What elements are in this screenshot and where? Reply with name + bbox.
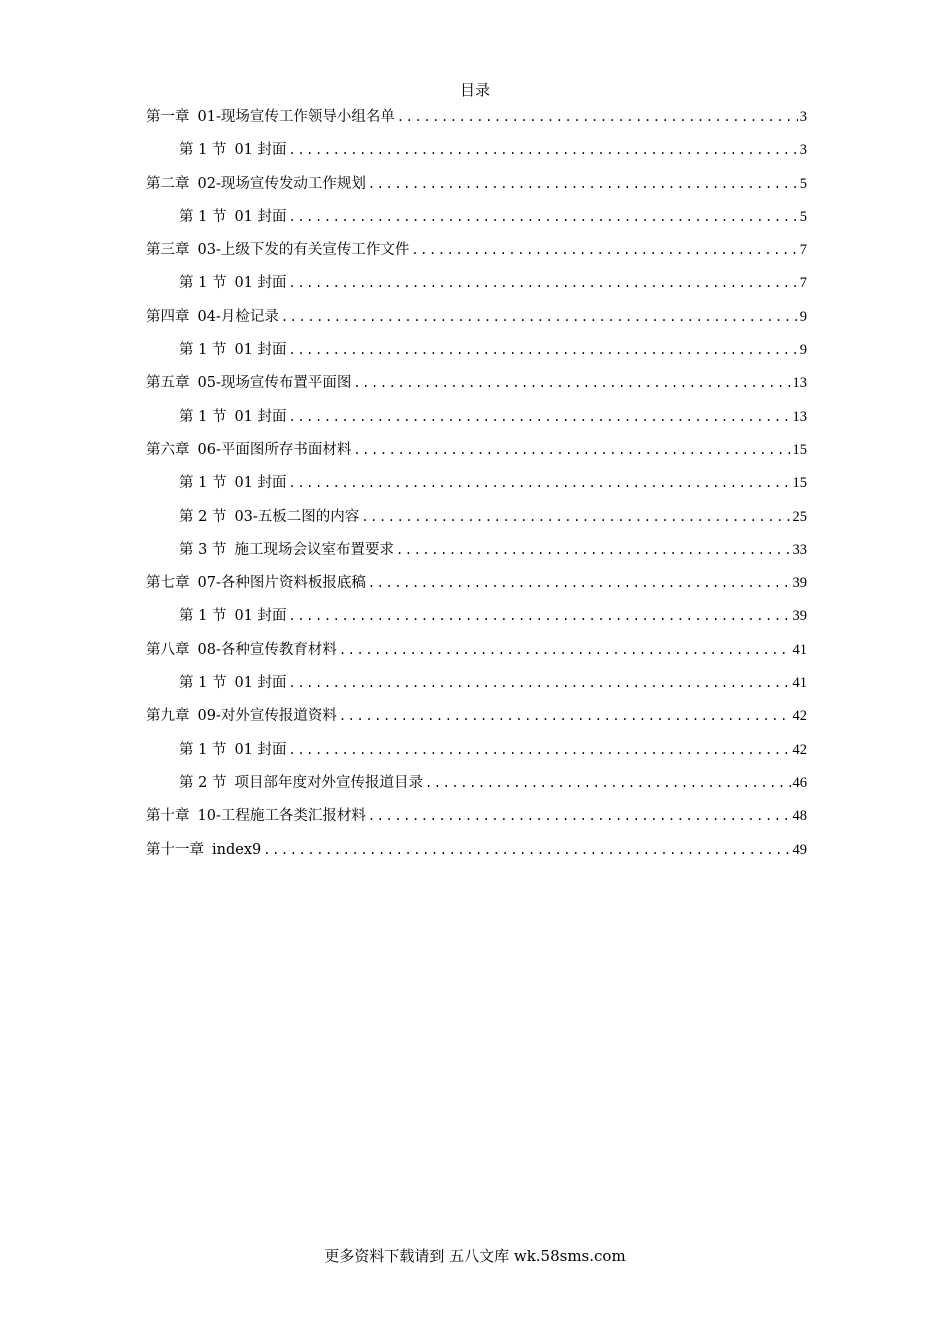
toc-entry-number: 第 2 节 [179,774,227,791]
toc-page-number: 9 [799,308,807,325]
toc-section-entry[interactable] [146,772,807,805]
toc-entry-label [146,106,395,128]
toc-entry-number: 第 3 节 [179,541,227,558]
toc-entry-number: 第 1 节 [179,275,227,292]
toc-entry-title: 05-现场宣传布置平面图 [197,375,352,392]
toc-page-number: 13 [792,408,807,425]
toc-entry-number: 第七章 [146,575,190,592]
toc-section-entry[interactable] [146,272,807,305]
toc-page-number: 9 [799,342,807,359]
toc-entry-label [146,805,366,827]
toc-dot-leader [361,506,790,528]
toc-entry-label [179,506,359,528]
toc-entry-title: 施工现场会议室布置要求 [234,541,394,558]
toc-entry-label [179,272,287,294]
toc-entry-label [179,339,287,361]
toc-section-entry[interactable] [146,739,807,772]
toc-entry-label [146,173,366,195]
toc-chapter-entry[interactable] [146,572,807,605]
toc-entry-title: 01 封面 [234,142,287,159]
toc-dot-leader [263,839,790,861]
toc-entry-title: 01 封面 [234,275,287,292]
toc-entry-number: 第一章 [146,109,190,125]
toc-dot-leader [353,372,790,394]
toc-dot-leader [353,439,790,461]
toc-page-number: 46 [792,774,807,791]
toc-dot-leader [396,539,791,561]
toc-section-entry[interactable] [146,339,807,372]
toc-entry-number: 第四章 [146,308,190,325]
toc-entry-label [146,239,409,261]
toc-entry-title: 01 封面 [234,475,287,492]
toc-entry-number: 第八章 [146,641,190,658]
toc-entry-number: 第九章 [146,708,190,725]
toc-dot-leader [368,805,791,827]
toc-chapter-entry[interactable] [146,372,807,405]
toc-page-number: 5 [799,208,807,225]
toc-entry-label [179,139,287,161]
toc-chapter-entry[interactable] [146,705,807,738]
toc-chapter-entry[interactable] [146,106,807,139]
toc-entry-label [146,439,351,461]
toc-entry-label [179,539,394,561]
toc-dot-leader [289,605,791,627]
toc-dot-leader [289,272,798,294]
toc-entry-label [146,639,337,661]
toc-page-number: 5 [799,175,807,192]
toc-list [146,106,807,872]
toc-entry-title: 01 封面 [234,675,287,692]
toc-entry-title: 01 封面 [234,608,287,625]
toc-entry-number: 第 1 节 [179,142,227,159]
toc-entry-number: 第二章 [146,175,190,192]
toc-entry-number: 第 2 节 [179,508,227,525]
toc-entry-number: 第六章 [146,441,190,458]
toc-entry-number: 第十章 [146,808,190,825]
toc-dot-leader [289,406,791,428]
toc-entry-title: 01 封面 [234,342,287,359]
toc-entry-title: 01 封面 [234,208,287,225]
toc-section-entry[interactable] [146,672,807,705]
toc-dot-leader [289,339,798,361]
toc-page-number: 41 [792,641,807,658]
toc-entry-title: 02-现场宣传发动工作规划 [197,175,366,192]
toc-entry-number: 第 1 节 [179,475,227,492]
toc-entry-title: 09-对外宣传报道资料 [197,708,337,725]
toc-dot-leader [281,306,798,328]
toc-dot-leader [289,472,791,494]
toc-entry-title: index9 [212,841,262,858]
toc-page-number: 3 [799,142,807,159]
toc-section-entry[interactable] [146,139,807,172]
toc-section-entry[interactable] [146,605,807,638]
toc-title: 目录 [459,81,490,99]
toc-entry-title: 08-各种宣传教育材料 [197,641,337,658]
toc-entry-title: 01 封面 [234,741,287,758]
toc-entry-title: 07-各种图片资料板报底稿 [197,575,366,592]
toc-entry-title: 10-工程施工各类汇报材料 [197,808,366,825]
toc-dot-leader [289,206,798,228]
toc-entry-label [179,206,287,228]
toc-entry-title: 06-平面图所存书面材料 [197,441,352,458]
toc-page-number: 15 [792,441,807,458]
toc-section-entry[interactable] [146,539,807,572]
toc-page-number: 42 [792,708,807,725]
toc-entry-number: 第 1 节 [179,408,227,425]
toc-entry-title: 04-月检记录 [197,308,279,325]
toc-entry-title: 03-五板二图的内容 [234,508,360,525]
toc-entry-title: 03-上级下发的有关宣传工作文件 [197,242,410,259]
toc-page-number: 3 [799,109,807,125]
toc-entry-title: 项目部年度对外宣传报道目录 [234,774,423,791]
toc-page-number: 39 [792,608,807,625]
toc-chapter-entry[interactable] [146,639,807,672]
toc-page-number: 49 [792,841,807,858]
toc-chapter-entry[interactable] [146,805,807,838]
toc-chapter-entry[interactable] [146,306,807,339]
toc-entry-title: 01-现场宣传工作领导小组名单 [197,109,395,125]
toc-entry-label [146,372,351,394]
toc-dot-leader [411,239,797,261]
toc-page-number: 15 [792,475,807,492]
toc-page-number: 7 [799,242,807,259]
toc-chapter-entry[interactable] [146,173,807,206]
toc-chapter-entry[interactable] [146,239,807,272]
toc-dot-leader [368,173,798,195]
toc-dot-leader [339,639,791,661]
toc-entry-number: 第 1 节 [179,675,227,692]
toc-entry-label [179,739,287,761]
toc-dot-leader [425,772,791,794]
toc-entry-label [179,472,287,494]
toc-entry-label [179,605,287,627]
toc-entry-label [146,839,261,861]
toc-page-number: 42 [792,741,807,758]
toc-dot-leader [289,739,791,761]
footer-text: 更多资料下载请到 五八文库 wk.58sms.com [324,1247,626,1265]
toc-section-entry[interactable] [146,506,807,539]
toc-entry-number: 第 1 节 [179,608,227,625]
toc-entry-number: 第 1 节 [179,208,227,225]
toc-chapter-entry[interactable] [146,439,807,472]
toc-entry-label [146,572,366,594]
toc-entry-label [146,705,337,727]
toc-entry-number: 第 1 节 [179,342,227,359]
toc-entry-label [179,772,423,794]
toc-entry-label [179,406,287,428]
toc-section-entry[interactable] [146,472,807,505]
toc-page-number: 41 [792,675,807,692]
toc-dot-leader [289,139,798,161]
toc-page-number: 25 [792,508,807,525]
toc-section-entry[interactable] [146,206,807,239]
toc-entry-title: 01 封面 [234,408,287,425]
toc-page-number: 39 [792,575,807,592]
toc-section-entry[interactable] [146,406,807,439]
toc-dot-leader [368,572,791,594]
toc-page-number: 7 [799,275,807,292]
toc-entry-number: 第十一章 [146,841,204,858]
toc-entry-label [146,306,279,328]
toc-page-number: 48 [792,808,807,825]
toc-entry-label [179,672,287,694]
toc-chapter-entry[interactable] [146,839,807,872]
toc-entry-number: 第五章 [146,375,190,392]
toc-entry-number: 第三章 [146,242,190,259]
toc-entry-number: 第 1 节 [179,741,227,758]
toc-dot-leader [397,106,798,128]
toc-page-number: 13 [792,375,807,392]
toc-dot-leader [289,672,791,694]
toc-dot-leader [339,705,791,727]
toc-page-number: 33 [792,541,807,558]
